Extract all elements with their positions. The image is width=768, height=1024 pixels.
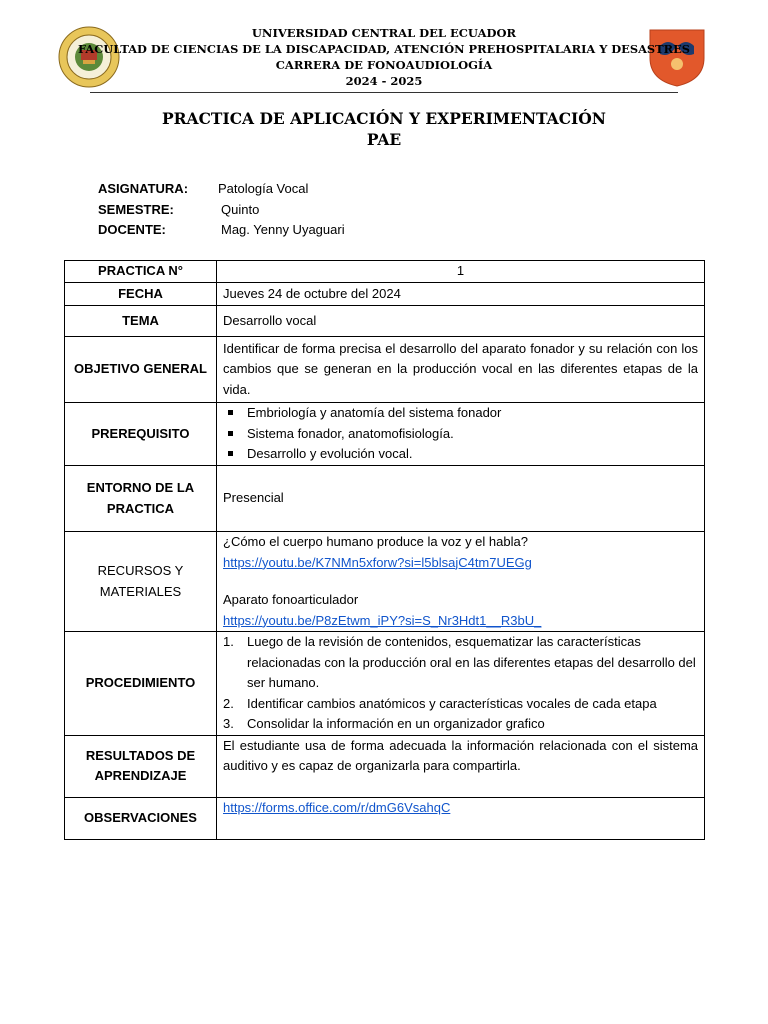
row-label: TEMA [65,306,217,337]
row-label: PREREQUISITO [65,403,217,466]
spacer [223,573,698,590]
university-name: UNIVERSIDAD CENTRAL DEL ECUADOR [251,26,517,40]
row-value: Identificar de forma precisa el desarrollo del aparato fonador y su relación con los cambios que se generan en la producción vocal en las diferentes etapas de la vida. [217,337,705,403]
table-row-tema [65,306,705,337]
step-text: Consolidar la información en un organizador grafico [247,716,545,731]
resource-title: ¿Cómo el cuerpo humano produce la voz y el habla? [223,534,528,549]
row-value [217,632,705,736]
table-row-resultados [65,735,705,797]
row-label [65,735,217,797]
meta-row-teacher [98,222,345,243]
list-item [223,632,698,694]
label-line: APRENDIZAJE [94,768,187,783]
row-value [217,403,705,466]
meta-label: DOCENTE: [98,222,166,237]
table-row-fecha [65,283,705,306]
row-value: El estudiante usa de forma adecuada la información relacionada con el sistema auditivo y es capaz de organizarla para compartirla. [217,735,705,797]
list-item: Desarrollo y evolución vocal. [223,444,698,465]
meta-value: Quinto [221,201,260,217]
career-name: CARRERA DE FONOAUDIOLOGÍA [275,58,493,72]
table-row-entorno [65,466,705,532]
row-label [65,532,217,632]
row-value: Presencial [217,466,705,532]
row-value [217,797,705,839]
table-row-recursos [65,532,705,632]
list-item: Sistema fonador, anatomofisiología. [223,424,698,445]
meta-row-subject [98,181,345,202]
label-line: RESULTADOS DE [85,747,196,763]
table-row-objetivo [65,337,705,403]
table-row-practica [65,261,705,283]
row-value: Desarrollo vocal [217,306,705,337]
row-value: Jueves 24 de octubre del 2024 [217,283,705,306]
faculty-name: FACULTAD DE CIENCIAS DE LA DISCAPACIDAD, ATENCIÓN PREHOSPITALARIA Y DESASTRES [78,42,690,56]
prerequisite-list [223,403,698,465]
academic-period: 2024 - 2025 [345,74,423,88]
list-item [223,714,698,735]
step-number: 3. [223,716,234,731]
row-value: 1 [217,261,705,283]
table-row-observaciones [65,797,705,839]
meta-value: Patología Vocal [218,181,309,196]
practice-table [64,260,705,840]
table-row-prerequisito [65,403,705,466]
row-label: PROCEDIMIENTO [65,632,217,736]
list-item [223,694,698,715]
step-text: Luego de la revisión de contenidos, esquematizar las características relacionadas con la producción oral en las diferentes etapas del desarrollo del ser humano. [247,634,696,690]
table-row-procedimiento [65,632,705,736]
row-label: OBJETIVO GENERAL [65,337,217,403]
document-header [0,25,768,89]
row-label: OBSERVACIONES [65,797,217,839]
procedure-list [223,632,698,735]
resource-link-video-2[interactable]: https://youtu.be/P8zEtwm_iPY?si=S_Nr3Hdt1__R3bU_ [223,612,542,628]
row-value [217,532,705,632]
step-text: Identificar cambios anatómicos y características vocales de cada etapa [247,695,657,711]
header-divider [90,92,678,93]
step-number: 2. [223,695,234,711]
meta-row-semester [98,202,345,223]
course-info [98,181,345,243]
meta-label: ASIGNATURA: [98,181,189,196]
label-line: ENTORNO DE LA [86,480,195,495]
title-line-1: PRACTICA DE APLICACIÓN Y EXPERIMENTACIÓN [162,109,606,128]
row-label: FECHA [65,283,217,306]
document-title [0,108,768,150]
label-line: PRACTICA [106,500,175,516]
observations-form-link[interactable]: https://forms.office.com/r/dmG6VsahqC [223,799,451,815]
meta-value: Mag. Yenny Uyaguari [221,222,345,237]
resource-link-video-1[interactable]: https://youtu.be/K7NMn5xforw?si=l5blsajC4tm7UEGg [223,554,532,570]
list-item: Embriología y anatomía del sistema fonador [223,403,698,424]
row-label: PRACTICA N° [65,261,217,283]
label-line: MATERIALES [99,583,182,599]
meta-label: SEMESTRE: [98,201,174,217]
title-line-2: PAE [366,130,402,149]
row-label [65,466,217,532]
step-number: 1. [223,634,234,649]
label-line: RECURSOS Y [97,563,184,578]
resource-title: Aparato fonoarticulador [223,592,359,607]
